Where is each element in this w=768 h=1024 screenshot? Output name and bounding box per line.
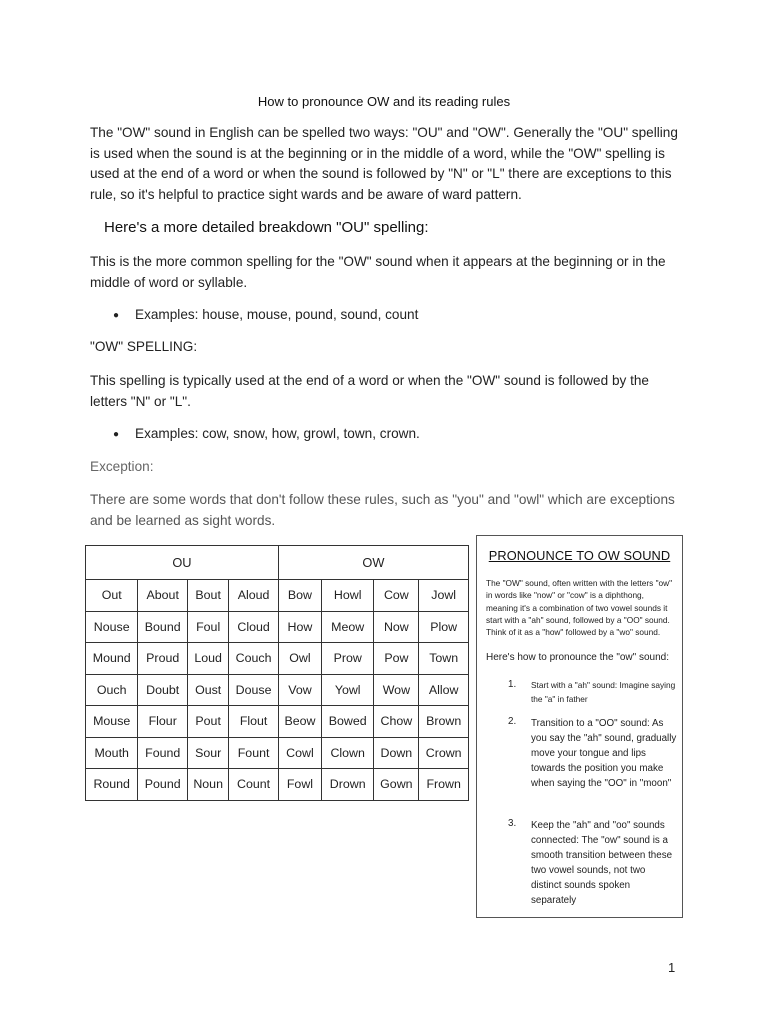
table-cell: Couch bbox=[229, 643, 279, 675]
step-text: Keep the "ah" and "oo" sounds connected: The "ow" sound is a smooth transition between these two vowel sounds, not two distinct sounds spoken separately bbox=[531, 820, 673, 906]
step-text: Transition to a "OO" sound: As you say the "ah" sound, gradually move your tongue and lips towards the position you make when saying the "OO" in "moon" bbox=[531, 718, 677, 789]
table-cell: Fowl bbox=[278, 769, 321, 801]
table-cell: Mound bbox=[86, 643, 138, 675]
table-row bbox=[86, 769, 469, 801]
table-cell: Aloud bbox=[229, 580, 279, 612]
table-cell: Mouse bbox=[86, 706, 138, 738]
table-cell: Count bbox=[229, 769, 279, 801]
table-cell: Mouth bbox=[86, 737, 138, 769]
table-header-ou: OU bbox=[86, 546, 279, 580]
word-table bbox=[85, 545, 469, 801]
table-cell: Bowed bbox=[322, 706, 374, 738]
table-cell: Vow bbox=[278, 674, 321, 706]
step-text: Start with a "ah" sound: Imagine saying the "a" in father bbox=[531, 680, 676, 704]
table-cell: Cloud bbox=[229, 611, 279, 643]
ow-examples-bullet bbox=[113, 426, 420, 441]
ou-examples-text: Examples: house, mouse, pound, sound, count bbox=[135, 307, 419, 322]
table-cell: Meow bbox=[322, 611, 374, 643]
table-cell: Bow bbox=[278, 580, 321, 612]
table-cell: Foul bbox=[188, 611, 229, 643]
table-cell: Now bbox=[374, 611, 419, 643]
table-cell: Bout bbox=[188, 580, 229, 612]
ow-examples-text: Examples: cow, snow, how, growl, town, crown. bbox=[135, 426, 420, 441]
table-cell: About bbox=[138, 580, 188, 612]
table-cell: Wow bbox=[374, 674, 419, 706]
table-cell: Pout bbox=[188, 706, 229, 738]
table-cell: Round bbox=[86, 769, 138, 801]
table-cell: How bbox=[278, 611, 321, 643]
bullet-icon: ● bbox=[113, 310, 120, 321]
table-cell: Loud bbox=[188, 643, 229, 675]
step-number: 3. bbox=[508, 818, 517, 829]
table-row bbox=[86, 737, 469, 769]
table-cell: Down bbox=[374, 737, 419, 769]
pronunciation-box-title: PRONOUNCE TO OW SOUND bbox=[488, 548, 671, 563]
table-cell: Plow bbox=[419, 611, 469, 643]
table-cell: Frown bbox=[419, 769, 469, 801]
table-header-ow: OW bbox=[278, 546, 468, 580]
table-cell: Flour bbox=[138, 706, 188, 738]
table-cell: Ouch bbox=[86, 674, 138, 706]
table-row bbox=[86, 580, 469, 612]
table-cell: Crown bbox=[419, 737, 469, 769]
table-cell: Noun bbox=[188, 769, 229, 801]
pronunciation-steps-intro: Here's how to pronounce the "ow" sound: bbox=[486, 652, 670, 663]
exception-label: Exception: bbox=[90, 459, 154, 474]
table-row bbox=[86, 643, 469, 675]
table-cell: Owl bbox=[278, 643, 321, 675]
table-cell: Chow bbox=[374, 706, 419, 738]
table-cell: Bound bbox=[138, 611, 188, 643]
table-cell: Drown bbox=[322, 769, 374, 801]
intro-paragraph: The "OW" sound in English can be spelled two ways: "OU" and "OW". Generally the "OU" spelling is used when the sound is at the beginning or in the middle of a word, while the "OW" spelling is used at the end of a word or when the sound is followed by "N" or "L" there are exceptions to this rule, so it's helpful to practice sight wards and be aware of ward pattern. bbox=[90, 125, 678, 202]
table-cell: Oust bbox=[188, 674, 229, 706]
table-cell: Doubt bbox=[138, 674, 188, 706]
page-title: How to pronounce OW and its reading rules bbox=[257, 94, 511, 109]
table-cell: Beow bbox=[278, 706, 321, 738]
table-cell: Town bbox=[419, 643, 469, 675]
step-number: 1. bbox=[508, 679, 517, 690]
table-cell: Proud bbox=[138, 643, 188, 675]
table-cell: Pow bbox=[374, 643, 419, 675]
table-cell: Gown bbox=[374, 769, 419, 801]
step-number: 2. bbox=[508, 716, 517, 727]
table-cell: Howl bbox=[322, 580, 374, 612]
table-cell: Cowl bbox=[278, 737, 321, 769]
table-header-row bbox=[86, 546, 469, 580]
exception-paragraph: There are some words that don't follow these rules, such as "you" and "owl" which are exceptions and be learned as sight words. bbox=[90, 492, 675, 528]
table-cell: Allow bbox=[419, 674, 469, 706]
table-cell: Douse bbox=[229, 674, 279, 706]
section-heading: Here's a more detailed breakdown "OU" spelling: bbox=[104, 219, 429, 236]
table-cell: Flout bbox=[229, 706, 279, 738]
ow-spelling-label: "OW" SPELLING: bbox=[90, 339, 198, 354]
ou-description: This is the more common spelling for the "OW" sound when it appears at the beginning or in the middle of word or syllable. bbox=[90, 254, 666, 290]
table-cell: Yowl bbox=[322, 674, 374, 706]
bullet-icon: ● bbox=[113, 429, 120, 440]
ou-examples-bullet bbox=[113, 307, 418, 322]
table-cell: Found bbox=[138, 737, 188, 769]
table-cell: Brown bbox=[419, 706, 469, 738]
page-number: 1 bbox=[668, 960, 676, 975]
table-cell: Sour bbox=[188, 737, 229, 769]
table-cell: Clown bbox=[322, 737, 374, 769]
table-cell: Out bbox=[86, 580, 138, 612]
table-row bbox=[86, 611, 469, 643]
table-cell: Prow bbox=[322, 643, 374, 675]
table-row bbox=[86, 674, 469, 706]
pronunciation-box bbox=[476, 535, 683, 918]
table-cell: Cow bbox=[374, 580, 419, 612]
pronunciation-box-text: The "OW" sound, often written with the letters "ow" in words like "now" or "cow" is a diphthong, meaning it's a combination of two vowel sounds it start with a "ah" sound, followed by a "OO" sound. Think of it as a "how" followed by a "wo" sound. bbox=[486, 578, 673, 638]
table-cell: Fount bbox=[229, 737, 279, 769]
table-cell: Pound bbox=[138, 769, 188, 801]
table-cell: Jowl bbox=[419, 580, 469, 612]
table-cell: Nouse bbox=[86, 611, 138, 643]
ow-description: This spelling is typically used at the end of a word or when the "OW" sound is followed by the letters "N" or "L". bbox=[90, 373, 649, 409]
table-row bbox=[86, 706, 469, 738]
